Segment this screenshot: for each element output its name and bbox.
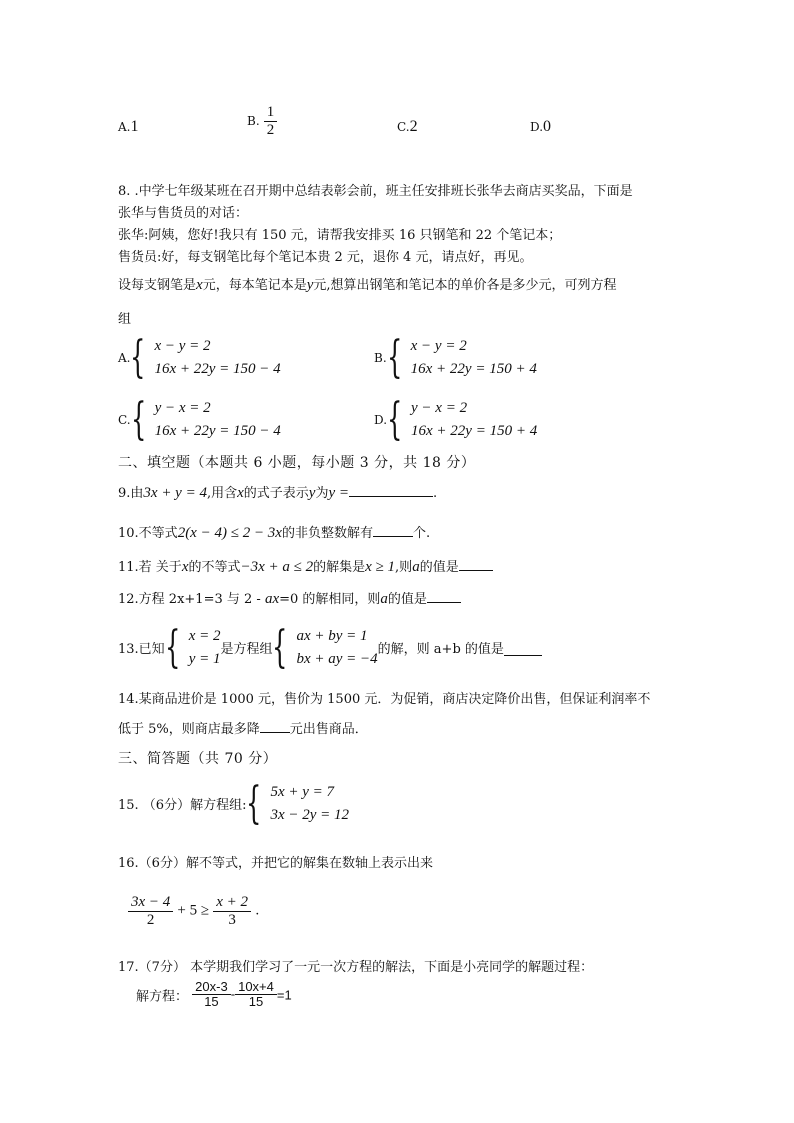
fraction-one-half: $\frac{1}{2}$	[264, 104, 278, 138]
q8-option-c[interactable]: C. { y − x = 2 16x + 22y = 150 − 4	[118, 394, 281, 445]
q8-line-3: 张华:阿姨，您好!我只有 150 元，请帮我安排买 16 只钢笔和 22 个笔记本；	[118, 228, 562, 243]
q7-option-b[interactable]: B. $\frac{1}{2}$	[247, 104, 277, 138]
q10-answer-blank[interactable]	[373, 535, 413, 537]
brace-icon: {	[130, 394, 146, 445]
brace-icon: {	[164, 622, 181, 673]
brace-icon: {	[130, 332, 146, 383]
brace-icon: {	[246, 778, 262, 829]
q8-line-6: 组	[118, 312, 132, 327]
brace-icon: {	[272, 622, 288, 673]
brace-icon: {	[387, 394, 403, 445]
q7-option-a[interactable]: A.1	[118, 118, 139, 135]
q8-line-5: 设每支钢笔是x元，每本笔记本是y元,想算出钢笔和笔记本的单价各是多少元，可列方程	[118, 277, 617, 293]
q8-option-b[interactable]: B. { x − y = 2 16x + 22y = 150 + 4	[374, 332, 537, 383]
q16-line-1: 16.（6分）解不等式，并把它的解集在数轴上表示出来	[118, 856, 433, 871]
q7-option-d[interactable]: D.0	[530, 118, 552, 135]
q11-answer-blank[interactable]	[459, 569, 493, 571]
q8-option-a[interactable]: A. { x − y = 2 16x + 22y = 150 − 4	[118, 332, 281, 383]
q15: 15. （6分）解方程组: { 5x + y = 7 3x − 2y = 12	[118, 778, 350, 829]
q13-answer-blank[interactable]	[504, 654, 542, 656]
q17-line-1: 17.（7分） 本学期我们学习了一元一次方程的解法，下面是小亮同学的解题过程：	[118, 960, 594, 975]
q10: 10.不等式2(x − 4) ≤ 2 − 3x的非负整数解有 个.	[118, 525, 431, 541]
q9: 9.由3x + y = 4,用含x的式子表示y为y = .	[118, 485, 438, 501]
brace-icon: {	[386, 332, 403, 383]
q13: 13.已知 { x = 2 y = 1 是方程组 { ax + by = 1 bx + ay = −4 的解，则 a+b 的值是	[118, 622, 542, 673]
q8-line-2: 张华与售货员的对话：	[118, 206, 249, 221]
q8-option-d[interactable]: D. { y − x = 2 16x + 22y = 150 + 4	[374, 394, 538, 445]
q14-line-2: 低于 5%，则商店最多降 元出售商品．	[118, 722, 368, 737]
q14-answer-blank[interactable]	[260, 731, 290, 733]
section-2-heading: 二、填空题（本题共 6 小题，每小题 3 分，共 18 分）	[118, 455, 476, 471]
q8-line-4: 售货员:好，每支钢笔比每个笔记本贵 2 元，退你 4 元，请点好，再见。	[118, 250, 533, 265]
q16-inequality: $\frac{3x - 4}{2}$ + 5 ≥ $\frac{x + 2}{3}$ .	[128, 894, 259, 928]
q14-line-1: 14.某商品进价是 1000 元，售价为 1500 元．为促销，商店决定降价出售，但保证利润率不	[118, 692, 651, 707]
section-3-heading: 三、简答题（共 70 分）	[118, 751, 278, 767]
q17-equation: 解方程： $\frac{20x-3}{15}$ - $\frac{10x+4}{15}$ =1	[136, 979, 292, 1010]
q8-line-1: 8. .中学七年级某班在召开期中总结表彰会前，班主任安排班长张华去商店买奖品，下面是	[118, 184, 633, 199]
q12: 12.方程 2x+1=3 与 2 - ax=0 的解相同，则a的值是	[118, 588, 461, 608]
q11: 11.若 关于x的不等式−3x + a ≤ 2的解集是x ≥ 1,则a的值是	[118, 556, 493, 576]
q9-answer-blank[interactable]	[349, 495, 433, 497]
q7-option-c[interactable]: C.2	[397, 118, 418, 135]
q12-answer-blank[interactable]	[427, 601, 461, 603]
